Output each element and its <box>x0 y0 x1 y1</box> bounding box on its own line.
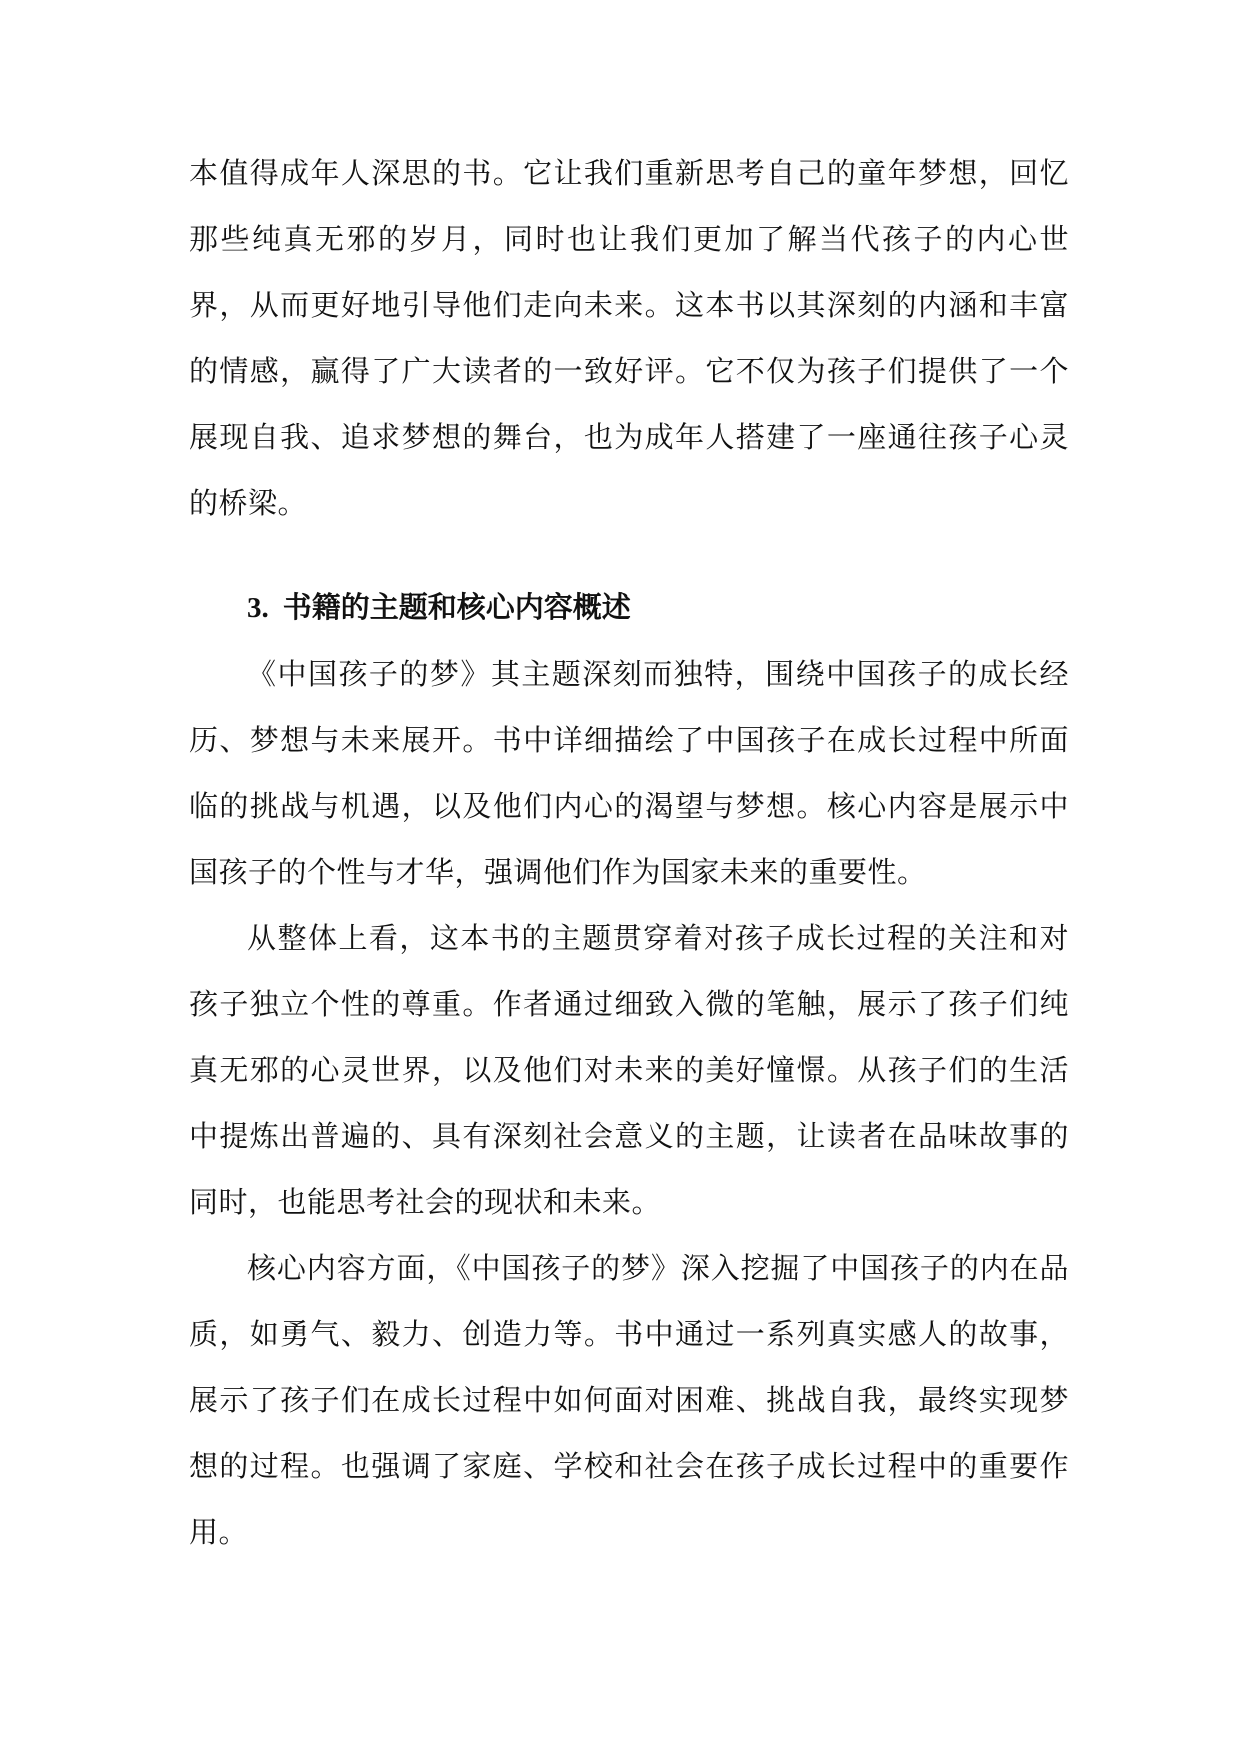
section-number: 3. <box>247 592 269 624</box>
body-paragraph-1: 《中国孩子的梦》其主题深刻而独特，围绕中国孩子的成长经历、梦想与未来展开。书中详细描绘了中国孩子在成长过程中所面临的挑战与机遇，以及他们内心的渴望与梦想。核心内容是展示中国孩子的个性与才华，强调他们作为国家未来的重要性。 <box>189 657 1069 889</box>
page-content <box>189 140 1069 1565</box>
section-title: 书籍的主题和核心内容概述 <box>282 590 631 624</box>
section-heading <box>189 574 1069 641</box>
intro-paragraph: 本值得成年人深思的书。它让我们重新思考自己的童年梦想，回忆那些纯真无邪的岁月，同时也让我们更加了解当代孩子的内心世界，从而更好地引导他们走向未来。这本书以其深刻的内涵和丰富的情感，赢得了广大读者的一致好评。它不仅为孩子们提供了一个展现自我、追求梦想的舞台，也为成年人搭建了一座通往孩子心灵的桥梁。 <box>189 156 1069 520</box>
body-paragraph-2: 从整体上看，这本书的主题贯穿着对孩子成长过程的关注和对孩子独立个性的尊重。作者通过细致入微的笔触，展示了孩子们纯真无邪的心灵世界，以及他们对未来的美好憧憬。从孩子们的生活中提炼出普遍的、具有深刻社会意义的主题，让读者在品味故事的同时，也能思考社会的现状和未来。 <box>189 921 1069 1219</box>
body-paragraph-3: 核心内容方面，《中国孩子的梦》深入挖掘了中国孩子的内在品质，如勇气、毅力、创造力等。书中通过一系列真实感人的故事，展示了孩子们在成长过程中如何面对困难、挑战自我，最终实现梦想的过程。也强调了家庭、学校和社会在孩子成长过程中的重要作用。 <box>189 1251 1069 1549</box>
